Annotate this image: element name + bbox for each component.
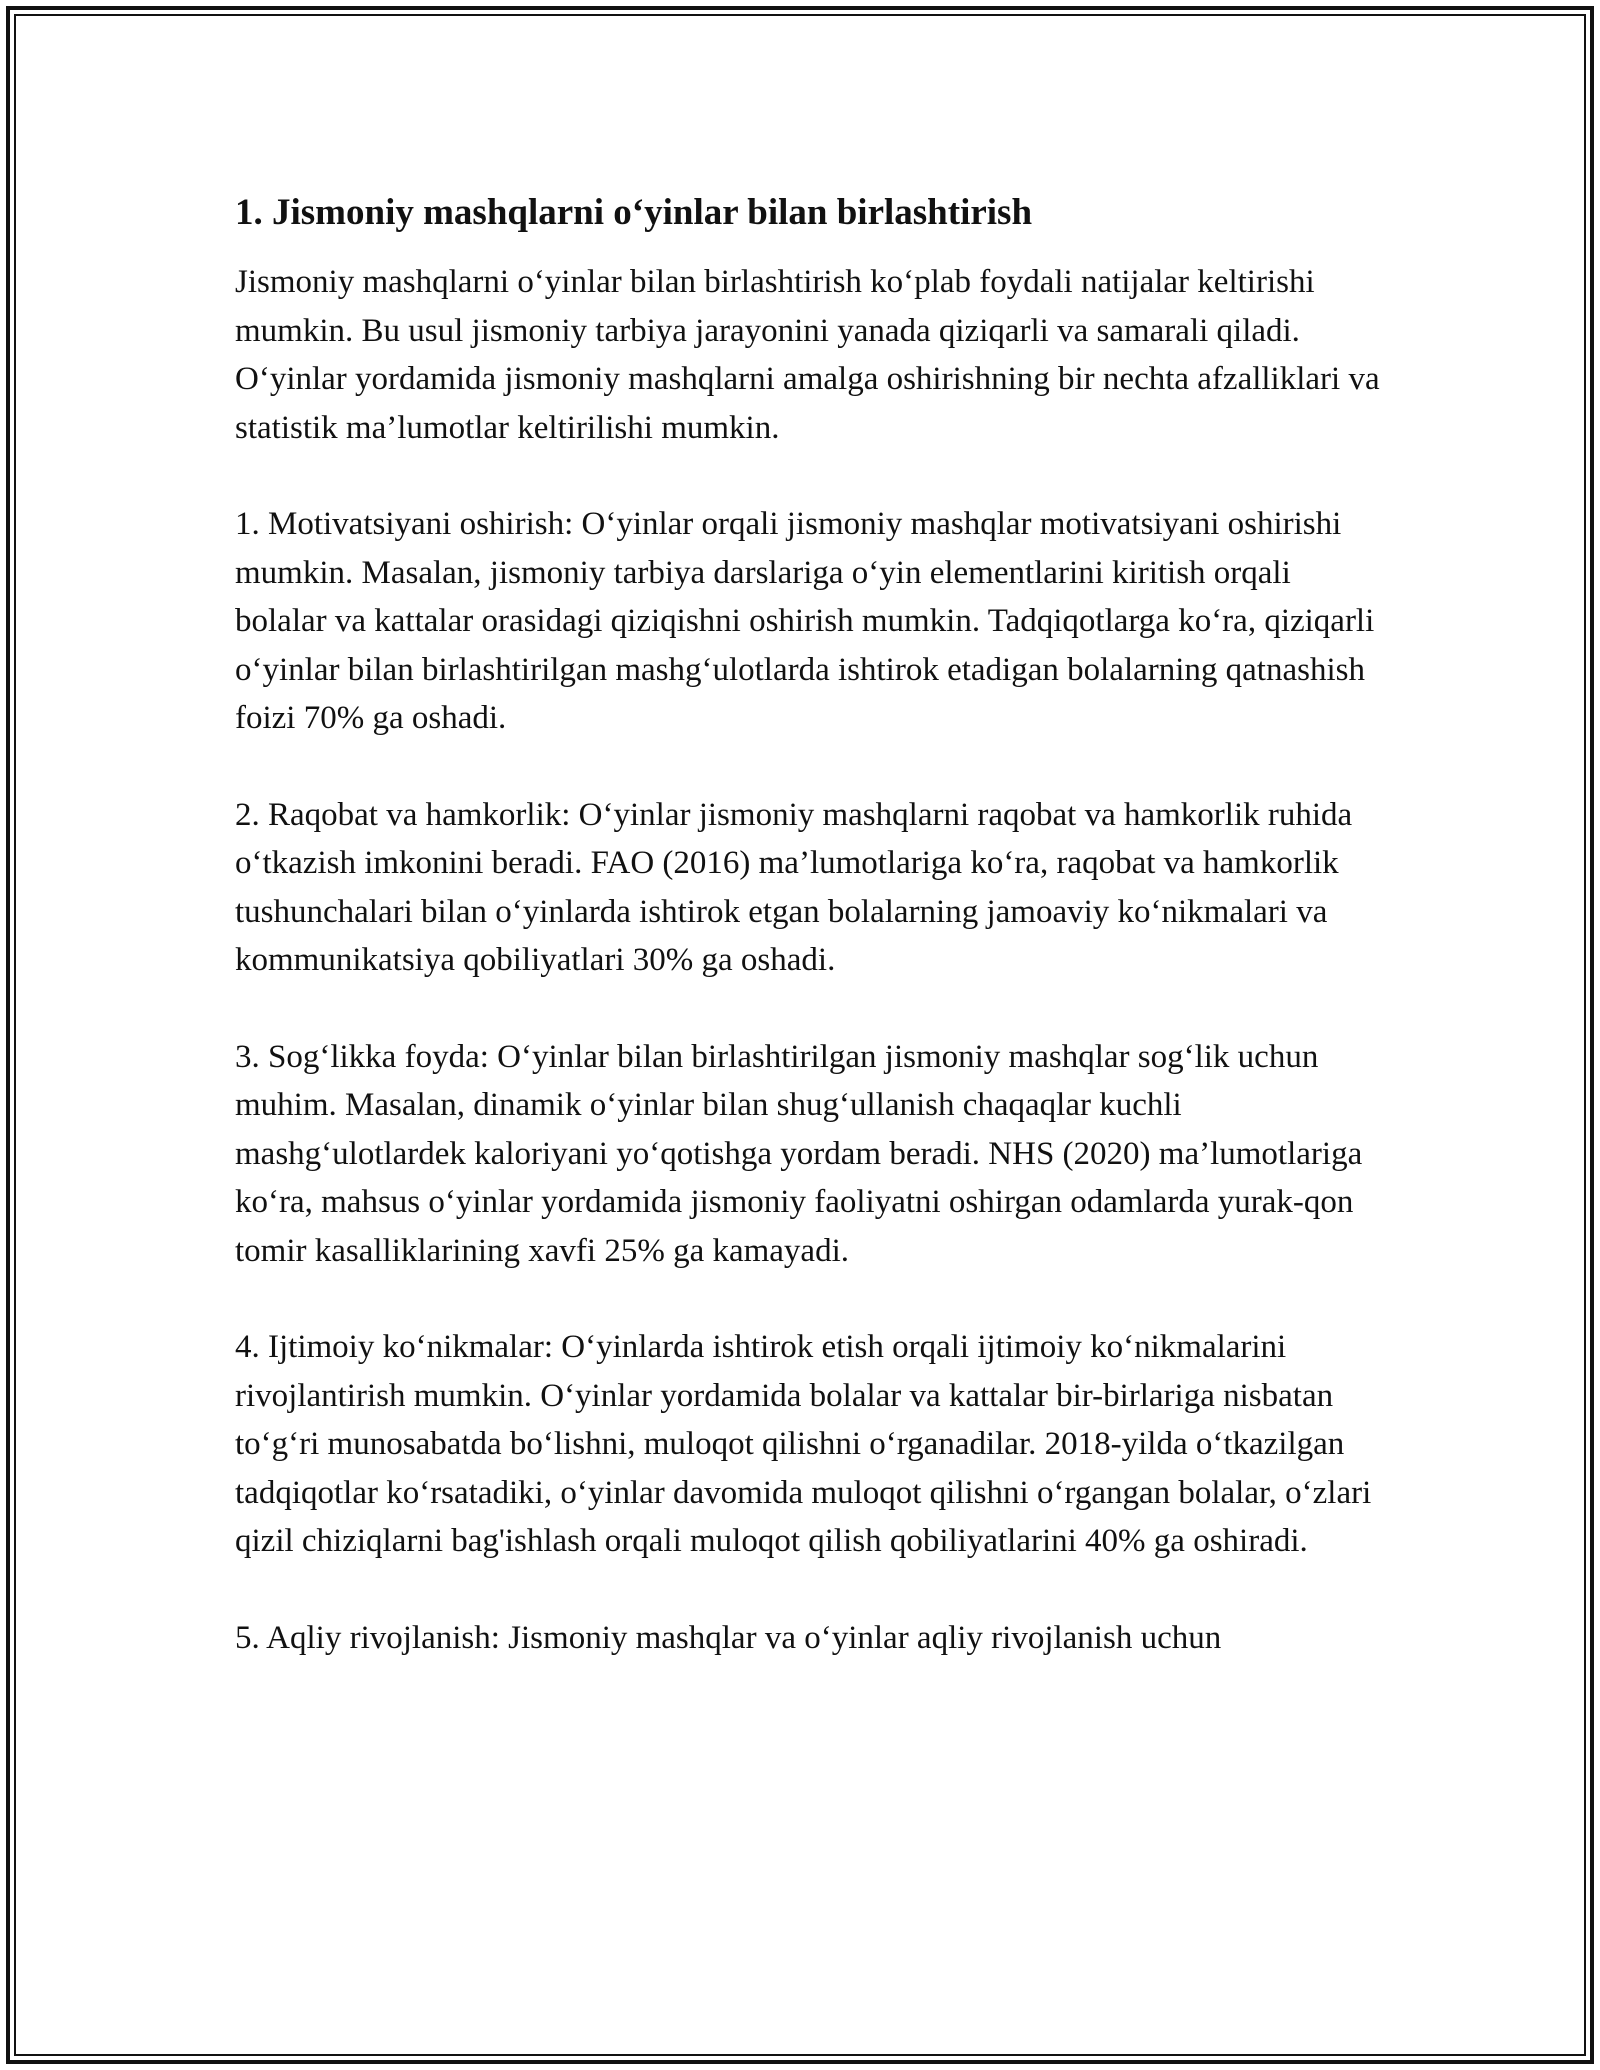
section-heading: 1. Jismoniy mashqlarni o‘yinlar bilan birlashtirish	[235, 192, 1033, 233]
paragraph-mental-development: 5. Aqliy rivojlanish: Jismoniy mashqlar va o‘yinlar aqliy rivojlanish uchun	[235, 1619, 1222, 1656]
paragraph-motivation: 1. Motivatsiyani oshirish: O‘yinlar orqali jismoniy mashqlar motivatsiyani oshirishi mumkin. Masalan, jismoniy tarbiya darslariga o‘yin elementlarini kiritish orqali bolalar va kattalar orasidagi qiziqishni oshirish mumkin. Tadqiqotlarga ko‘ra, qiziqarli o‘yinlar bilan birlashtirilgan mashg‘ulotlarda ishtirok etadigan bolalarning qatnashish foizi 70% ga oshadi.	[235, 506, 1375, 736]
paragraph-social-skills: 4. Ijtimoiy ko‘nikmalar: O‘yinlarda ishtirok etish orqali ijtimoiy ko‘nikmalarini rivojlantirish mumkin. O‘yinlar yordamida bolalar va kattalar bir-birlariga nisbatan to‘g‘ri munosabatda bo‘lishni, muloqot qilishni o‘rganadilar. 2018-yilda o‘tkazilgan tadqiqotlar ko‘rsatadiki, o‘yinlar davomida muloqot qilishni o‘rgangan bolalar, o‘zlari qizil chiziqlarni bag'ishlash orqali muloqot qilish qobiliyatlarini 40% ga oshiradi.	[235, 1329, 1372, 1559]
paragraph-competition-cooperation: 2. Raqobat va hamkorlik: O‘yinlar jismoniy mashqlarni raqobat va hamkorlik ruhida o‘tkazish imkonini beradi. FAO (2016) ma’lumotlariga ko‘ra, raqobat va hamkorlik tushunchalari bilan o‘yinlarda ishtirok etgan bolalarning jamoaviy ko‘nikmalari va kommunikatsiya qobiliyatlari 30% ga oshadi.	[235, 796, 1353, 978]
document-body	[235, 190, 1385, 1710]
intro-paragraph: Jismoniy mashqlarni o‘yinlar bilan birlashtirish ko‘plab foydali natijalar keltirishi mumkin. Bu usul jismoniy tarbiya jarayonini yanada qiziqarli va samarali qiladi. O‘yinlar yordamida jismoniy mashqlarni amalga oshirishning bir nechta afzalliklari va statistik ma’lumotlar keltirilishi mumkin.	[235, 264, 1380, 446]
paragraph-health-benefit: 3. Sog‘likka foyda: O‘yinlar bilan birlashtirilgan jismoniy mashqlar sog‘lik uchun muhim. Masalan, dinamik o‘yinlar bilan shug‘ullanish chaqaqlar kuchli mashg‘ulotlardek kaloriyani yo‘qotishga yordam beradi. NHS (2020) ma’lumotlariga ko‘ra, mahsus o‘yinlar yordamida jismoniy faoliyatni oshirgan odamlarda yurak-qon tomir kasalliklarining xavfi 25% ga kamayadi.	[235, 1038, 1363, 1269]
